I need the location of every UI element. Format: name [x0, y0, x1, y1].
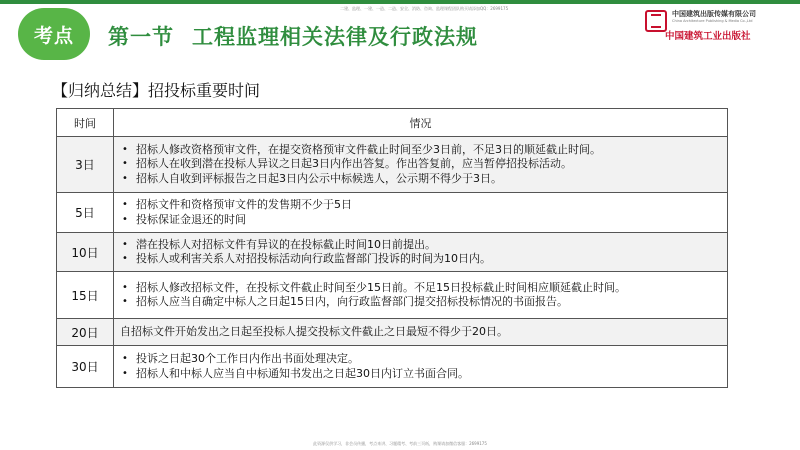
row-time: 30日 [57, 346, 114, 388]
header-situation: 情况 [114, 109, 728, 137]
header-time: 时间 [57, 109, 114, 137]
top-accent-bar [0, 0, 800, 4]
row-time: 3日 [57, 137, 114, 193]
row-description [114, 233, 728, 272]
row-time: 10日 [57, 233, 114, 272]
table-row [57, 137, 728, 193]
list-item: • 招标人和中标人应当自中标通知书发出之日起30日内订立书面合同。 [120, 367, 721, 382]
topic-badge: 考点 [18, 8, 90, 60]
list-item: • 招标文件和资格预审文件的发售期不少于5日 [120, 198, 721, 213]
publisher-name-en: China Architecture Publishing & Media Co.,Ltd [672, 19, 753, 23]
table-row [57, 193, 728, 233]
chapter-title: 工程监理相关法律及行政法规 [192, 25, 478, 49]
row-time: 5日 [57, 193, 114, 233]
list-item: • 投标人或利害关系人对招投标活动向行政监督部门投诉的时间为10日内。 [120, 252, 721, 267]
section-title: 【归纳总结】招投标重要时间 [52, 81, 261, 100]
table-header-row [57, 109, 728, 137]
list-item: • 招标人在收到潜在投标人异议之日起3日内作出答复。作出答复前，应当暂停招投标活动。 [120, 157, 721, 172]
row-description [114, 193, 728, 233]
list-item: • 投诉之日起30个工作日内作出书面处理决定。 [120, 352, 721, 367]
top-watermark-note: 二建、监理、一建、一造、二造、安全、消防、咨询、监理课程团队购买请添加QQ：2699175 [340, 6, 509, 11]
publisher-logo-block [645, 8, 795, 42]
list-item: • 招标人自收到评标报告之日起3日内公示中标候选人，公示期不得少于3日。 [120, 172, 721, 187]
row-description [114, 319, 728, 346]
row-description [114, 272, 728, 319]
row-time: 15日 [57, 272, 114, 319]
row-description [114, 346, 728, 388]
bottom-watermark-note: 此资源仅供学习，非会员传播，考点来讲、习题精考、考前三页纸，购课请加微信客服：2699175 [313, 441, 487, 446]
list-item: • 潜在投标人对招标文件有异议的在投标截止时间10日前提出。 [120, 238, 721, 253]
list-item: • 招标人修改招标文件，在投标文件截止时间至少15日前。不足15日投标截止时间相应顺延截止时间。 [120, 281, 721, 296]
deadline-table [56, 108, 728, 388]
table-row [57, 319, 728, 346]
page-title [108, 21, 478, 51]
section-number: 第一节 [108, 25, 174, 49]
list-item: • 投标保证金退还的时间 [120, 213, 721, 228]
row-text: 自招标文件开始发出之日起至投标人提交投标文件截止之日最短不得少于20日。 [120, 325, 508, 338]
row-description [114, 137, 728, 193]
table-row [57, 346, 728, 388]
table-row [57, 272, 728, 319]
table-row [57, 233, 728, 272]
publisher-press-name: 中国建筑工业出版社 [665, 31, 751, 42]
list-item: • 招标人应当自确定中标人之日起15日内，向行政监督部门提交招标投标情况的书面报告。 [120, 295, 721, 310]
list-item: • 招标人修改资格预审文件，在提交资格预审文件截止时间至少3日前，不足3日的顺延截止时间。 [120, 143, 721, 158]
row-time: 20日 [57, 319, 114, 346]
publisher-logo-icon [645, 10, 667, 32]
publisher-name-cn: 中国建筑出版传媒有限公司 [672, 10, 756, 18]
